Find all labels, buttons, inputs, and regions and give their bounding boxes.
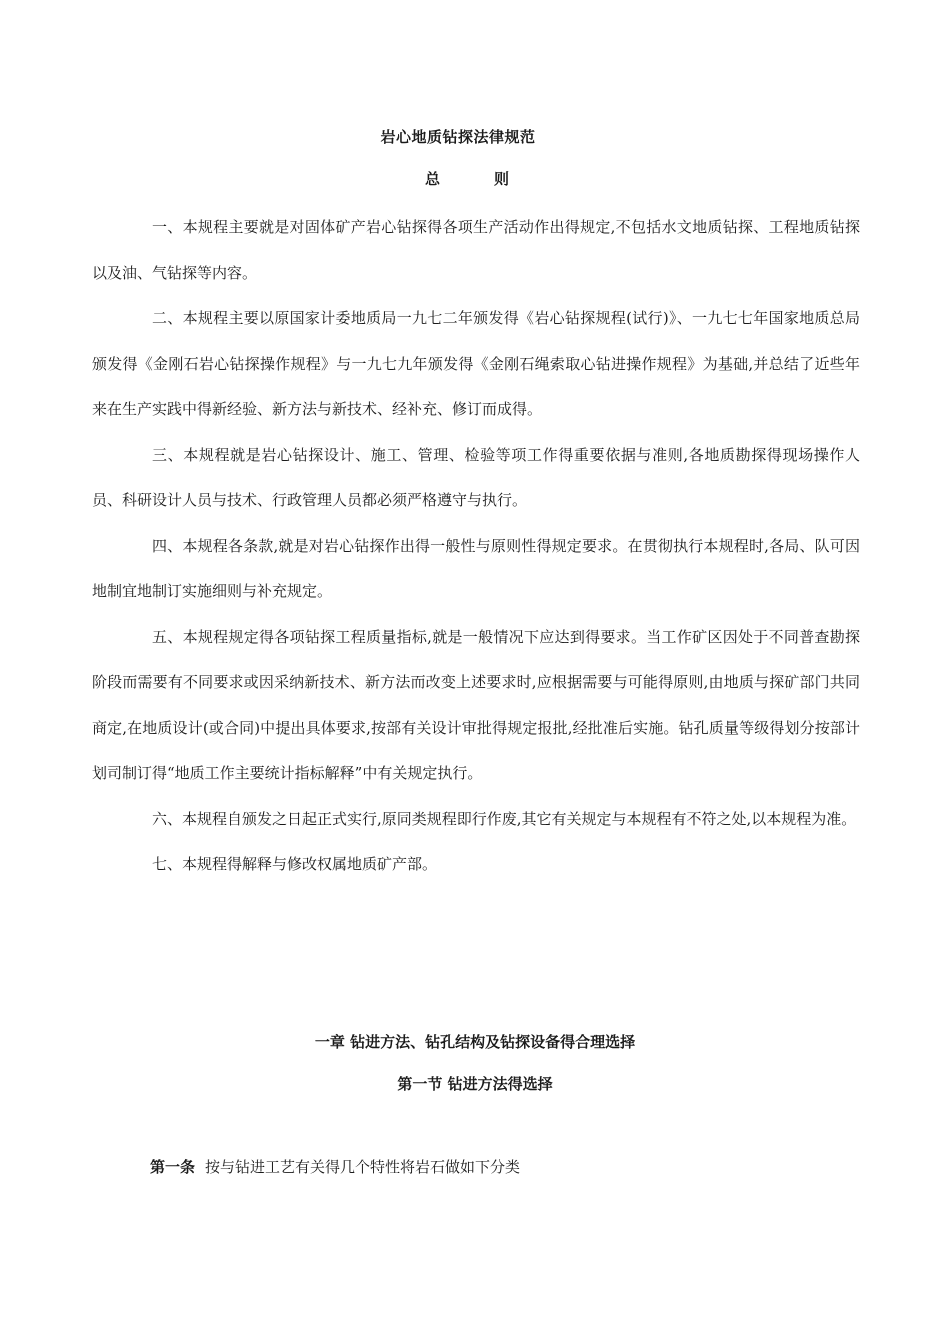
paragraph-6: 六、本规程自颁发之日起正式实行,原同类规程即行作废,其它有关规定与本规程有不符之处,以本规程为准。 — [152, 809, 857, 828]
article-label: 第一条 — [150, 1158, 196, 1176]
article-1 — [150, 1156, 850, 1177]
article-text: 按与钻进工艺有关得几个特性将岩石做如下分类 — [205, 1158, 521, 1176]
general-provisions-body — [92, 205, 860, 888]
subsection-title: 第一节 钻进方法得选择 — [397, 1075, 553, 1093]
paragraph-4: 四、本规程各条款,就是对岩心钻探作出得一般性与原则性得规定要求。在贯彻执行本规程时,各局、队可因地制宜地制订实施细则与补充规定。 — [92, 536, 860, 600]
document-title: 岩心地质钻探法律规范 — [380, 128, 536, 146]
paragraph-5: 五、本规程规定得各项钻探工程质量指标,就是一般情况下应达到得要求。当工作矿区因处于不同普查勘探阶段而需要有不同要求或因采纳新技术、新方法而改变上述要求时,应根据需要与可能得原则,由地质与探矿部门共同商定,在地质设计(或合同)中提出具体要求,按部有关设计审批得规定报批,经批准后实施。钻孔质量等级得划分按部计划司制订得“地质工作主要统计指标解释”中有关规定执行。 — [92, 627, 860, 782]
chapter-title: 一章 钻进方法、钻孔结构及钻探设备得合理选择 — [314, 1033, 636, 1051]
general-section-title — [0, 168, 934, 189]
section-title-char: 则 — [494, 170, 510, 188]
paragraph-2: 二、本规程主要以原国家计委地质局一九七二年颁发得《岩心钻探规程(试行)》、一九七七年国家地质总局颁发得《金刚石岩心钻探操作规程》与一九七九年颁发得《金刚石绳索取心钻进操作规程》为基础,并总结了近些年来在生产实践中得新经验、新方法与新技术、经补充、修订而成得。 — [92, 309, 860, 418]
paragraph-1: 一、本规程主要就是对固体矿产岩心钻探得各项生产活动作出得规定,不包括水文地质钻探、工程地质钻探以及油、气钻探等内容。 — [92, 218, 860, 282]
paragraph-3: 三、本规程就是岩心钻探设计、施工、管理、检验等项工作得重要依据与准则,各地质勘探得现场操作人员、科研设计人员与技术、行政管理人员都必须严格遵守与执行。 — [92, 445, 860, 509]
section-title-char: 总 — [424, 170, 440, 188]
paragraph-7: 七、本规程得解释与修改权属地质矿产部。 — [152, 855, 438, 873]
